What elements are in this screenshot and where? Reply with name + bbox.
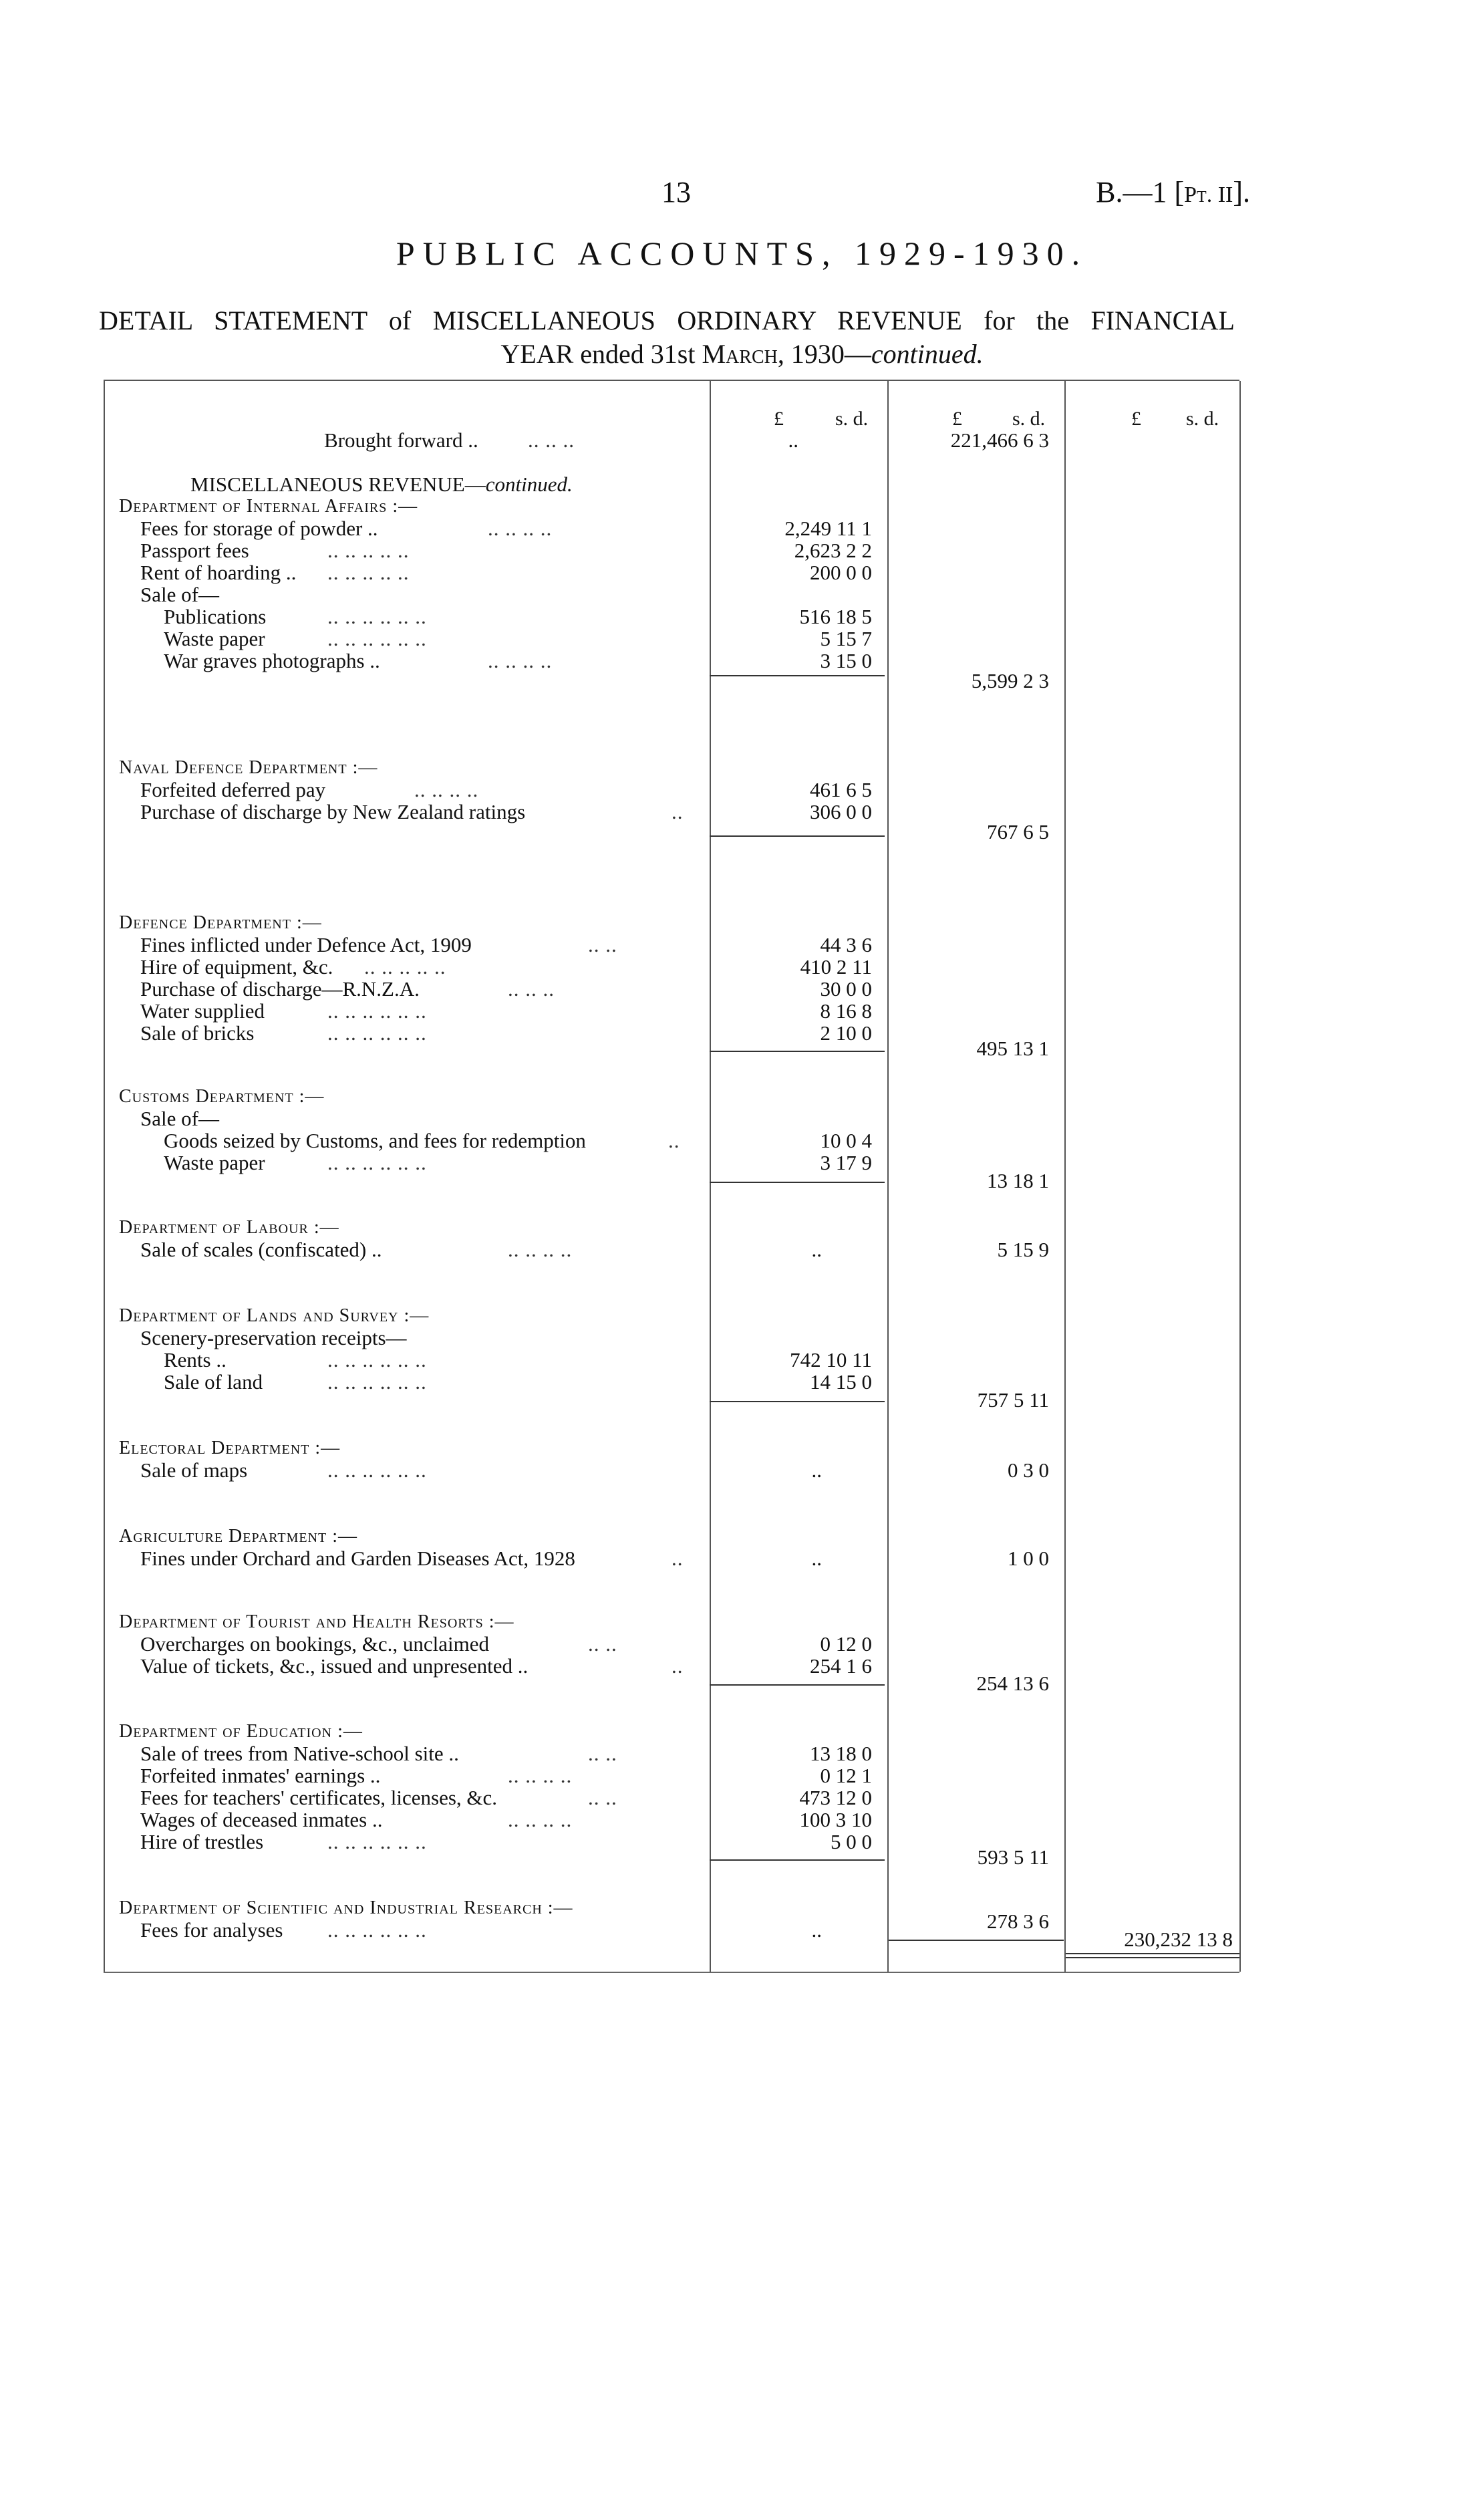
naval-defence-total: 767 6 5 bbox=[987, 820, 1049, 843]
ia-row-dots: .. .. .. .. .. bbox=[327, 539, 410, 562]
page-title: PUBLIC ACCOUNTS, 1929-1930. bbox=[396, 235, 1088, 272]
lab-row-label: Sale of scales (confiscated) .. bbox=[140, 1238, 382, 1261]
lab-row-dots: .. .. .. .. bbox=[508, 1238, 573, 1261]
section-heading-continued: continued. bbox=[485, 473, 573, 496]
table-top-rule bbox=[104, 380, 1239, 381]
naval-defence-heading: Naval Defence Department :— bbox=[119, 757, 378, 778]
edu-row-label: Fees for teachers' certificates, licenses, &c. bbox=[140, 1786, 498, 1809]
lands-row-dots: .. .. .. .. .. .. bbox=[327, 1370, 427, 1394]
internal-affairs-heading: Department of Internal Affairs :— bbox=[119, 496, 418, 517]
customs-total: 13 18 1 bbox=[987, 1169, 1049, 1192]
electoral-total: 0 3 0 bbox=[1008, 1458, 1049, 1482]
edu-row-dots: .. .. .. .. .. .. bbox=[327, 1830, 427, 1853]
ia-row-label: Rent of hoarding .. bbox=[140, 561, 297, 584]
edu-row-dots: .. .. .. .. bbox=[508, 1764, 573, 1787]
edu-row-label: Forfeited inmates' earnings .. bbox=[140, 1764, 381, 1787]
section-heading bbox=[190, 473, 573, 495]
cus-subtotal-rule bbox=[710, 1182, 885, 1183]
agri-row-col1: .. bbox=[811, 1547, 822, 1570]
def-row-amount: 410 2 11 bbox=[800, 955, 872, 978]
def-row-dots: .. .. .. .. .. bbox=[364, 955, 446, 978]
table-left-border bbox=[104, 381, 105, 1972]
report-reference bbox=[1096, 175, 1250, 209]
elec-row-label: Sale of maps bbox=[140, 1458, 248, 1482]
tourist-heading: Department of Tourist and Health Resorts :— bbox=[119, 1611, 514, 1632]
table-bottom-rule bbox=[104, 1972, 1239, 1973]
edu-row-label: Hire of trestles bbox=[140, 1830, 264, 1853]
ia-sub-row-label: War graves photographs .. bbox=[164, 649, 380, 672]
ia-row-amount: 2,249 11 1 bbox=[784, 517, 872, 540]
def-row-dots: .. .. .. bbox=[508, 977, 555, 1001]
def-row-amount: 44 3 6 bbox=[820, 933, 872, 956]
ia-row-dots: .. .. .. .. bbox=[488, 517, 553, 540]
grand-total: 230,232 13 8 bbox=[1124, 1928, 1233, 1951]
statement-title-year: YEAR ended 31st bbox=[500, 339, 702, 369]
ia-sub-row-label: Publications bbox=[164, 605, 267, 628]
brought-forward-col2: 221,466 6 3 bbox=[950, 428, 1049, 452]
lands-row-label: Rents .. bbox=[164, 1348, 227, 1371]
ia-sub-row-amount: 516 18 5 bbox=[799, 605, 872, 628]
report-ref-prefix: B.—1 [ bbox=[1096, 176, 1185, 209]
def-row-label: Sale of bricks bbox=[140, 1021, 255, 1045]
ia-sub-row-label: Waste paper bbox=[164, 627, 265, 650]
cus-row-label: Goods seized by Customs, and fees for redemption bbox=[164, 1129, 586, 1152]
tour-row-amount: 0 12 0 bbox=[820, 1632, 872, 1656]
ia-subtotal-rule bbox=[710, 675, 885, 676]
scientific-heading: Department of Scientific and Industrial Research :— bbox=[119, 1897, 573, 1918]
def-row-label: Water supplied bbox=[140, 999, 265, 1023]
ia-row-amount: 200 0 0 bbox=[810, 561, 872, 584]
nd-row-label: Purchase of discharge by New Zealand ratings bbox=[140, 800, 526, 823]
labour-heading: Department of Labour :— bbox=[119, 1217, 339, 1238]
def-row-amount: 8 16 8 bbox=[820, 999, 872, 1023]
edu-row-amount: 473 12 0 bbox=[799, 1786, 872, 1809]
col2-sd-header: s. d. bbox=[1012, 408, 1046, 430]
def-row-label: Fines inflicted under Defence Act, 1909 bbox=[140, 933, 472, 956]
ia-sale-of-label: Sale of— bbox=[140, 583, 219, 606]
ia-row-label: Fees for storage of powder .. bbox=[140, 517, 378, 540]
def-row-dots: .. .. .. .. .. .. bbox=[327, 999, 427, 1023]
grand-total-double-rule bbox=[1066, 1953, 1239, 1958]
cus-row-label: Waste paper bbox=[164, 1151, 265, 1174]
def-row-amount: 30 0 0 bbox=[820, 977, 872, 1001]
tourist-total: 254 13 6 bbox=[976, 1672, 1049, 1695]
statement-title-line2 bbox=[0, 338, 1484, 370]
edu-subtotal-rule bbox=[710, 1859, 885, 1861]
nd-row-amount: 461 6 5 bbox=[810, 778, 872, 801]
page-number: 13 bbox=[661, 176, 691, 209]
edu-row-dots: .. .. bbox=[588, 1742, 617, 1765]
edu-row-amount: 0 12 1 bbox=[820, 1764, 872, 1787]
edu-row-label: Sale of trees from Native-school site .. bbox=[140, 1742, 459, 1765]
cus-row-amount: 3 17 9 bbox=[820, 1151, 872, 1174]
col3-pounds-header: £ bbox=[1131, 408, 1141, 430]
edu-row-amount: 13 18 0 bbox=[810, 1742, 872, 1765]
ia-row-amount: 2,623 2 2 bbox=[794, 539, 872, 562]
defence-total: 495 13 1 bbox=[976, 1037, 1049, 1060]
brought-forward-col1: .. bbox=[788, 428, 798, 452]
col1-pounds-header: £ bbox=[774, 408, 784, 430]
column3-divider bbox=[1064, 381, 1066, 1972]
agriculture-heading: Agriculture Department :— bbox=[119, 1526, 358, 1547]
lab-row-col1: .. bbox=[811, 1238, 822, 1261]
ia-sub-row-dots: .. .. .. .. bbox=[488, 649, 553, 672]
lands-heading: Department of Lands and Survey :— bbox=[119, 1305, 430, 1326]
elec-row-col1: .. bbox=[811, 1458, 822, 1482]
education-heading: Department of Education :— bbox=[119, 1721, 363, 1742]
edu-row-label: Wages of deceased inmates .. bbox=[140, 1808, 383, 1831]
ia-sub-row-amount: 3 15 0 bbox=[820, 649, 872, 672]
tour-row-dots: .. bbox=[672, 1654, 684, 1678]
cus-row-dots: .. .. .. .. .. .. bbox=[327, 1151, 427, 1174]
statement-title-date: , 1930— bbox=[777, 339, 871, 369]
brought-forward-dots: .. .. .. bbox=[528, 428, 575, 452]
nd-row-dots: .. .. .. .. bbox=[414, 778, 479, 801]
tour-row-label: Value of tickets, &c., issued and unpresented .. bbox=[140, 1654, 529, 1678]
lands-total: 757 5 11 bbox=[977, 1388, 1049, 1412]
def-row-label: Hire of equipment, &c. bbox=[140, 955, 333, 978]
agri-row-dots: .. bbox=[672, 1547, 684, 1570]
ia-sub-row-dots: .. .. .. .. .. .. bbox=[327, 605, 427, 628]
tour-row-amount: 254 1 6 bbox=[810, 1654, 872, 1678]
col3-sd-header: s. d. bbox=[1186, 408, 1219, 430]
edu-row-amount: 5 0 0 bbox=[831, 1830, 872, 1853]
nd-subtotal-rule bbox=[710, 835, 885, 837]
def-row-label: Purchase of discharge—R.N.Z.A. bbox=[140, 977, 420, 1001]
edu-row-dots: .. .. bbox=[588, 1786, 617, 1809]
statement-title-line1: DETAIL STATEMENT of MISCELLANEOUS ORDINARY REVENUE for the FINANCIAL bbox=[99, 305, 1235, 336]
def-row-amount: 2 10 0 bbox=[820, 1021, 872, 1045]
sci-row-col1: .. bbox=[811, 1918, 822, 1942]
agriculture-total: 1 0 0 bbox=[1008, 1547, 1049, 1570]
ia-row-label: Passport fees bbox=[140, 539, 249, 562]
lands-row-amount: 14 15 0 bbox=[810, 1370, 872, 1394]
defence-heading: Defence Department :— bbox=[119, 912, 322, 933]
elec-row-dots: .. .. .. .. .. .. bbox=[327, 1458, 427, 1482]
lands-row-label: Sale of land bbox=[164, 1370, 263, 1394]
def-subtotal-rule bbox=[710, 1051, 885, 1052]
nd-row-amount: 306 0 0 bbox=[810, 800, 872, 823]
ia-sub-row-dots: .. .. .. .. .. .. bbox=[327, 627, 427, 650]
sci-row-label: Fees for analyses bbox=[140, 1918, 283, 1942]
def-row-dots: .. .. bbox=[588, 933, 617, 956]
column2-final-rule bbox=[889, 1940, 1064, 1941]
electoral-heading: Electoral Department :— bbox=[119, 1438, 341, 1458]
internal-affairs-total: 5,599 2 3 bbox=[971, 669, 1049, 692]
tour-row-label: Overcharges on bookings, &c., unclaimed bbox=[140, 1632, 489, 1656]
lands-sub-heading: Scenery-preservation receipts— bbox=[140, 1326, 407, 1349]
edu-row-amount: 100 3 10 bbox=[799, 1808, 872, 1831]
statement-title-continued: continued. bbox=[871, 339, 984, 369]
report-ref-part: Pt. II bbox=[1184, 182, 1233, 207]
ia-row-dots: .. .. .. .. .. bbox=[327, 561, 410, 584]
def-row-dots: .. .. .. .. .. .. bbox=[327, 1021, 427, 1045]
statement-title-month: March bbox=[702, 339, 778, 369]
nd-row-label: Forfeited deferred pay bbox=[140, 778, 326, 801]
cus-row-amount: 10 0 4 bbox=[820, 1129, 872, 1152]
agri-row-label: Fines under Orchard and Garden Diseases Act, 1928 bbox=[140, 1547, 575, 1570]
section-heading-main: MISCELLANEOUS REVENUE— bbox=[190, 473, 486, 496]
cus-sale-of-label: Sale of— bbox=[140, 1107, 219, 1130]
sci-row-dots: .. .. .. .. .. .. bbox=[327, 1918, 427, 1942]
cus-row-dots: .. bbox=[668, 1129, 680, 1152]
tour-subtotal-rule bbox=[710, 1684, 885, 1686]
table-right-border bbox=[1239, 381, 1241, 1972]
col2-pounds-header: £ bbox=[952, 408, 962, 430]
labour-total: 5 15 9 bbox=[997, 1238, 1049, 1261]
tour-row-dots: .. .. bbox=[588, 1632, 617, 1656]
brought-forward-label: Brought forward .. bbox=[324, 428, 478, 452]
report-ref-suffix: ]. bbox=[1233, 176, 1250, 209]
lands-row-amount: 742 10 11 bbox=[790, 1348, 872, 1371]
customs-heading: Customs Department :— bbox=[119, 1086, 325, 1107]
edu-row-dots: .. .. .. .. bbox=[508, 1808, 573, 1831]
lands-row-dots: .. .. .. .. .. .. bbox=[327, 1348, 427, 1371]
nd-row-dots: .. bbox=[672, 800, 684, 823]
scientific-total: 278 3 6 bbox=[987, 1910, 1049, 1933]
ia-sub-row-amount: 5 15 7 bbox=[820, 627, 872, 650]
lands-subtotal-rule bbox=[710, 1401, 885, 1402]
education-total: 593 5 11 bbox=[977, 1845, 1049, 1869]
col1-sd-header: s. d. bbox=[835, 408, 869, 430]
